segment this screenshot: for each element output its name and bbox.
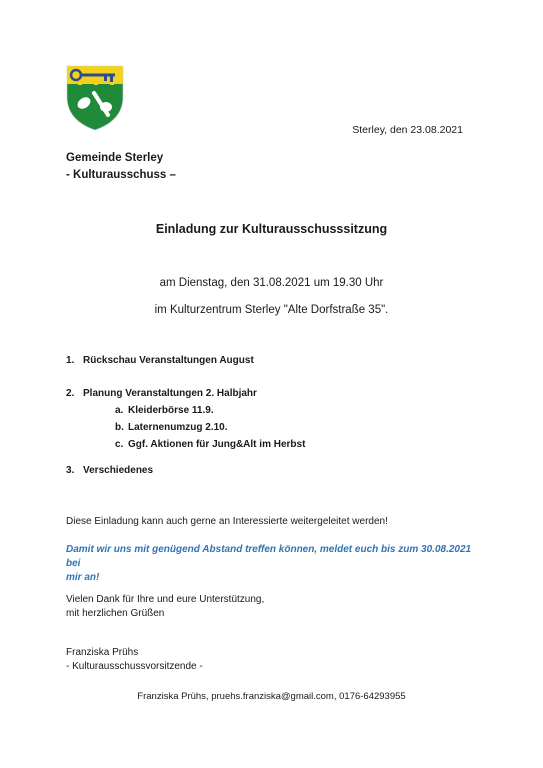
registration-notice — [66, 543, 481, 585]
agenda-subitem-letter: a. — [115, 405, 124, 416]
agenda-subitem — [115, 422, 227, 433]
agenda-item-number: 3. — [66, 465, 75, 476]
agenda-subitem-letter: b. — [115, 422, 124, 433]
agenda-subitem-text: Kleiderbörse 11.9. — [128, 405, 214, 416]
agenda-subitem-text: Laternenumzug 2.10. — [128, 422, 228, 433]
meeting-location: im Kulturzentrum Sterley "Alte Dorfstraße 35". — [154, 304, 389, 316]
document-title: Einladung zur Kulturausschusssitzung — [155, 222, 388, 236]
agenda-subitem-letter: c. — [115, 439, 124, 450]
date-line: Sterley, den 23.08.2021 — [352, 124, 463, 136]
agenda-item-text: Verschiedenes — [83, 465, 154, 476]
committee-name: - Kulturausschuss – — [66, 169, 176, 181]
organization-block — [66, 150, 176, 184]
agenda-item — [66, 465, 153, 476]
notice-line: Damit wir uns mit genügend Abstand treffen können, meldet euch bis zum 30.08.2021 bei — [66, 544, 472, 569]
organization-name: Gemeinde Sterley — [66, 152, 164, 164]
agenda-item-text: Planung Veranstaltungen 2. Halbjahr — [83, 388, 257, 399]
agenda-item — [66, 355, 254, 366]
agenda-subitem-text: Ggf. Aktionen für Jung&Alt im Herbst — [128, 439, 306, 450]
agenda-subitem — [115, 439, 305, 450]
agenda-subitem — [115, 405, 214, 416]
signer-role: - Kulturausschussvorsitzende - — [66, 661, 203, 672]
agenda-item-text: Rückschau Veranstaltungen August — [83, 355, 254, 366]
meeting-date: am Dienstag, den 31.08.2021 um 19.30 Uhr — [159, 277, 384, 289]
coat-of-arms-icon — [66, 65, 124, 131]
notice-line: mir an! — [66, 572, 100, 583]
closing-text — [66, 593, 264, 621]
agenda-item-number: 1. — [66, 355, 75, 366]
forward-note: Diese Einladung kann auch gerne an Interessierte weitergeleitet werden! — [66, 516, 388, 527]
closing-line: mit herzlichen Grüßen — [66, 608, 165, 619]
signature-block — [66, 646, 203, 674]
footer-contact: Franziska Prühs, pruehs.franziska@gmail.com, 0176-64293955 — [137, 691, 406, 702]
signer-name: Franziska Prühs — [66, 647, 139, 658]
agenda-item — [66, 388, 257, 399]
closing-line: Vielen Dank für Ihre und eure Unterstützung, — [66, 594, 265, 605]
agenda-item-number: 2. — [66, 388, 75, 399]
